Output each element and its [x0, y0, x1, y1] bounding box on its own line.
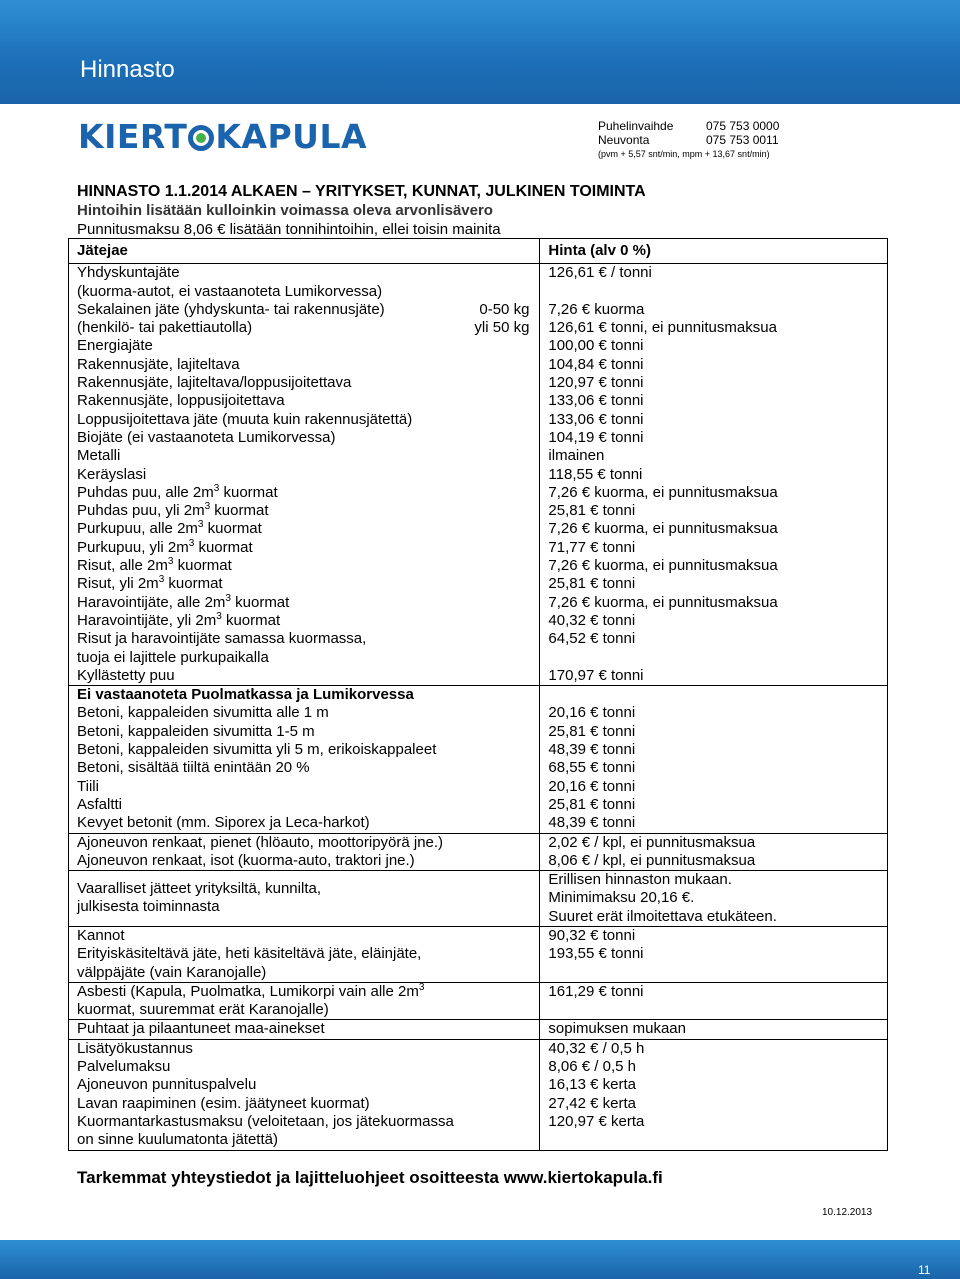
waste-name: Puhdas puu, alle 2m	[77, 483, 214, 501]
price: 8,06 € / kpl, ei punnitusmaksua	[540, 852, 888, 871]
price-table	[68, 238, 888, 1151]
price: 25,81 € tonni	[540, 723, 888, 741]
waste-name: Kevyet betonit (mm. Siporex ja Leca-harkot)	[69, 814, 540, 833]
price: sopimuksen mukaan	[540, 1020, 888, 1039]
price: 8,06 € / 0,5 h	[540, 1058, 888, 1076]
logo-text-part2: KAPULA	[215, 116, 368, 156]
waste-name: Kannot	[69, 926, 540, 945]
waste-name: Betoni, kappaleiden sivumitta 1-5 m	[69, 723, 540, 741]
waste-name: Metalli	[69, 447, 540, 465]
price-note: Erillisen hinnaston mukaan.	[548, 871, 732, 889]
table-row	[69, 814, 888, 833]
document-date: 10.12.2013	[822, 1207, 873, 1218]
table-row	[69, 723, 888, 741]
price: 118,55 € tonni	[540, 466, 888, 484]
waste-name-tail: kuormat	[230, 593, 290, 611]
waste-name: Risut, yli 2m	[77, 575, 159, 593]
table-row	[69, 301, 888, 338]
table-row	[69, 945, 888, 982]
price: 25,81 € tonni	[540, 502, 888, 520]
waste-note: välppäjäte (vain Karanojalle)	[77, 963, 267, 981]
table-row	[69, 520, 888, 538]
table-row	[69, 667, 888, 686]
kiertokapula-logo	[78, 118, 367, 154]
price-note: Suuret erät ilmoitettava etukäteen.	[548, 907, 777, 925]
waste-note: on sinne kuulumatonta jätettä)	[77, 1131, 278, 1149]
table-row	[69, 447, 888, 465]
logo-text-part1: KIERT	[78, 116, 188, 156]
waste-name: Asbesti (Kapula, Puolmatka, Lumikorpi vain alle 2m	[77, 982, 419, 1000]
table-row	[69, 871, 888, 927]
header-band	[0, 0, 960, 104]
table-row	[69, 741, 888, 759]
waste-name: Kuormantarkastusmaksu (veloitetaan, jos jätekuormassa	[77, 1112, 454, 1130]
waste-name: Betoni, kappaleiden sivumitta alle 1 m	[69, 704, 540, 722]
waste-name: Purkupuu, yli 2m	[77, 538, 189, 556]
price: 100,00 € tonni	[540, 337, 888, 355]
heading-vat-note: Hintoihin lisätään kulloinkin voimassa oleva arvonlisävero	[77, 202, 493, 219]
contact-phone: 075 753 0000	[706, 119, 780, 133]
contact-info	[598, 119, 779, 161]
waste-name: Ajoneuvon renkaat, pienet (hlöauto, moottoripyörä jne.)	[69, 833, 540, 852]
price-note: Minimimaksu 20,16 €.	[548, 889, 695, 907]
price: 40,32 € / 0,5 h	[540, 1039, 888, 1058]
waste-name: Risut, alle 2m	[77, 557, 168, 575]
contact-label: Puhelinvaihde	[598, 119, 674, 133]
waste-note: kuormat, suuremmat erät Karanojalle)	[77, 1001, 329, 1019]
price: ilmainen	[540, 447, 888, 465]
waste-name: Energiajäte	[69, 337, 540, 355]
waste-name-tail: kuormat	[194, 538, 253, 556]
table-row	[69, 539, 888, 557]
table-row	[69, 1039, 888, 1058]
weight-range: 0-50 kg	[479, 300, 530, 318]
waste-name: Purkupuu, alle 2m	[77, 520, 198, 538]
price: 120,97 € tonni	[540, 374, 888, 392]
waste-name-tail: kuormat	[203, 520, 262, 538]
table-row	[69, 411, 888, 429]
weight-range: yli 50 kg	[474, 319, 530, 337]
contact-phone: 075 753 0011	[706, 133, 779, 147]
table-row	[69, 796, 888, 814]
price: 126,61 € tonni, ei punnitusmaksua	[548, 319, 777, 337]
waste-note: (henkilö- tai pakettiautolla)	[77, 319, 253, 337]
superscript: 3	[197, 519, 204, 531]
footer-band	[0, 1240, 960, 1279]
waste-name: Rakennusjäte, lajiteltava/loppusijoitettava	[69, 374, 540, 392]
price: 120,97 € kerta	[540, 1113, 888, 1150]
price: 64,52 € tonni	[540, 630, 888, 667]
contact-label: Neuvonta	[598, 133, 650, 147]
waste-name-tail: kuormat	[164, 575, 223, 593]
waste-name-tail: kuormat	[221, 611, 281, 629]
table-row	[69, 392, 888, 410]
price: 7,26 € kuorma, ei punnitusmaksua	[540, 484, 888, 502]
price: 2,02 € / kpl, ei punnitusmaksua	[540, 833, 888, 852]
price: 133,06 € tonni	[540, 392, 888, 410]
waste-name: Lisätyökustannus	[69, 1039, 540, 1058]
table-row	[69, 982, 888, 1020]
waste-name: Asfaltti	[69, 796, 540, 814]
waste-name: Vaaralliset jätteet yrityksiltä, kunnilta,	[77, 880, 321, 898]
price: 68,55 € tonni	[540, 759, 888, 777]
table-row	[69, 1020, 888, 1039]
price: 20,16 € tonni	[540, 704, 888, 722]
waste-name: Puhtaat ja pilaantuneet maa-ainekset	[69, 1020, 540, 1039]
table-row	[69, 1113, 888, 1150]
table-header-row	[69, 239, 888, 264]
table-row	[69, 759, 888, 777]
waste-name-tail: kuormat	[219, 483, 278, 501]
table-row	[69, 374, 888, 392]
price-heading	[77, 182, 646, 239]
table-row	[69, 852, 888, 871]
superscript: 3	[225, 592, 231, 604]
waste-name: Palvelumaksu	[69, 1058, 540, 1076]
superscript: 3	[418, 981, 425, 993]
price: 25,81 € tonni	[540, 796, 888, 814]
table-row	[69, 557, 888, 575]
table-row	[69, 926, 888, 945]
price: 7,26 € kuorma, ei punnitusmaksua	[540, 594, 888, 612]
price: 126,61 € / tonni	[548, 264, 652, 282]
superscript: 3	[216, 610, 222, 622]
waste-name: Erityiskäsiteltävä jäte, heti käsiteltävä jäte, eläinjäte,	[77, 945, 422, 963]
price: 20,16 € tonni	[540, 778, 888, 796]
waste-name: Kyllästetty puu	[69, 667, 540, 686]
column-header-price: Hinta (alv 0 %)	[540, 239, 888, 264]
table-row	[69, 704, 888, 722]
price: 48,39 € tonni	[540, 741, 888, 759]
waste-name: Risut ja haravointijäte samassa kuormassa,	[77, 630, 367, 648]
waste-note: tuoja ei lajittele purkupaikalla	[77, 648, 269, 666]
price: 7,26 € kuorma, ei punnitusmaksua	[540, 520, 888, 538]
superscript: 3	[158, 574, 165, 586]
table-row	[69, 466, 888, 484]
waste-note: julkisesta toiminnasta	[77, 898, 220, 916]
price: 90,32 € tonni	[540, 926, 888, 945]
price: 40,32 € tonni	[540, 612, 888, 630]
table-row	[69, 1095, 888, 1113]
table-row	[69, 833, 888, 852]
waste-name: Yhdyskuntajäte	[77, 264, 180, 282]
waste-name: Rakennusjäte, loppusijoitettava	[69, 392, 540, 410]
table-row	[69, 575, 888, 593]
waste-name-tail: kuormat	[173, 557, 232, 575]
waste-name: Rakennusjäte, lajiteltava	[69, 356, 540, 374]
table-row	[69, 337, 888, 355]
price: 133,06 € tonni	[540, 411, 888, 429]
heading-title: HINNASTO 1.1.2014 ALKAEN – YRITYKSET, KUNNAT, JULKINEN TOIMINTA	[77, 183, 646, 200]
waste-note: (kuorma-autot, ei vastaanoteta Lumikorvessa)	[77, 282, 383, 300]
price: 161,29 € tonni	[540, 982, 888, 1020]
price: 104,84 € tonni	[540, 356, 888, 374]
superscript: 3	[167, 556, 174, 568]
table-row	[69, 264, 888, 301]
logo-o-icon	[188, 125, 214, 151]
waste-name: Ajoneuvon renkaat, isot (kuorma-auto, traktori jne.)	[69, 852, 540, 871]
heading-weighing-note: Punnitusmaksu 8,06 € lisätään tonnihintoihin, ellei toisin mainita	[77, 221, 501, 238]
column-header-waste: Jätejae	[69, 239, 540, 264]
waste-name: Sekalainen jäte (yhdyskunta- tai rakennusjäte)	[77, 300, 385, 318]
waste-name: Biojäte (ei vastaanoteta Lumikorvessa)	[69, 429, 540, 447]
waste-name-tail: kuormat	[210, 502, 269, 520]
superscript: 3	[213, 482, 220, 494]
waste-name: Keräyslasi	[69, 466, 540, 484]
waste-name: Ajoneuvon punnituspalvelu	[69, 1076, 540, 1094]
price: 27,42 € kerta	[540, 1095, 888, 1113]
waste-name: Loppusijoitettava jäte (muuta kuin rakennusjätettä)	[69, 411, 540, 429]
price: 170,97 € tonni	[540, 667, 888, 686]
table-row	[69, 1058, 888, 1076]
table-row	[69, 502, 888, 520]
waste-name: Lavan raapiminen (esim. jäätyneet kuormat)	[69, 1095, 540, 1113]
table-row	[69, 1076, 888, 1094]
table-row	[69, 594, 888, 612]
superscript: 3	[188, 537, 195, 549]
waste-name: Betoni, kappaleiden sivumitta yli 5 m, erikoiskappaleet	[69, 741, 540, 759]
superscript: 3	[204, 501, 211, 513]
price: 104,19 € tonni	[540, 429, 888, 447]
section-heading: Ei vastaanoteta Puolmatkassa ja Lumikorvessa	[69, 686, 540, 705]
page-title: Hinnasto	[80, 56, 175, 83]
table-row	[69, 484, 888, 502]
waste-name: Puhdas puu, yli 2m	[77, 502, 205, 520]
table-row	[69, 429, 888, 447]
table-row	[69, 778, 888, 796]
table-row	[69, 630, 888, 667]
table-section-row	[69, 686, 888, 705]
table-row	[69, 612, 888, 630]
waste-name: Betoni, sisältää tiiltä enintään 20 %	[69, 759, 540, 777]
price: 48,39 € tonni	[540, 814, 888, 833]
waste-name: Haravointijäte, alle 2m	[77, 593, 226, 611]
price: 16,13 € kerta	[540, 1076, 888, 1094]
price: 7,26 € kuorma, ei punnitusmaksua	[540, 557, 888, 575]
waste-name: Haravointijäte, yli 2m	[77, 611, 217, 629]
price: 193,55 € tonni	[540, 945, 888, 982]
price: 71,77 € tonni	[540, 539, 888, 557]
footer-note: Tarkemmat yhteystiedot ja lajitteluohjeet osoitteesta www.kiertokapula.fi	[77, 1168, 663, 1187]
price: 25,81 € tonni	[540, 575, 888, 593]
price: 7,26 € kuorma	[548, 300, 645, 318]
page-number: 11	[918, 1263, 931, 1277]
table-row	[69, 356, 888, 374]
waste-name: Tiili	[69, 778, 540, 796]
contact-note: (pvm + 5,57 snt/min, mpm + 13,67 snt/min)	[598, 149, 770, 159]
